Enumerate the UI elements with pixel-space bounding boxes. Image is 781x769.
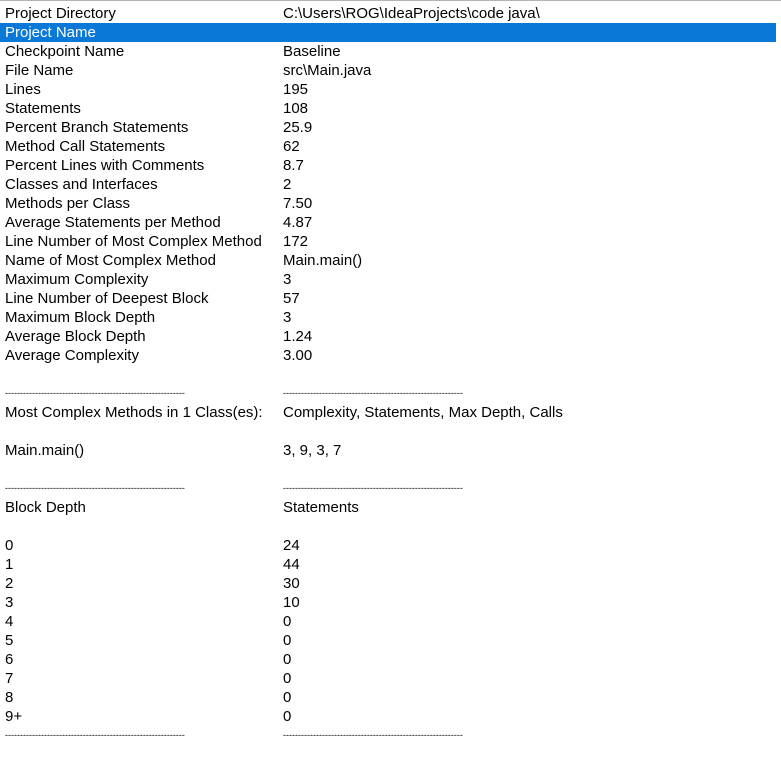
row-value: 3 (283, 309, 292, 326)
list-row[interactable] (0, 232, 776, 251)
list-row[interactable] (0, 574, 776, 593)
list-row[interactable] (0, 498, 776, 517)
row-value: 4.87 (283, 214, 313, 231)
row-value: 0 (283, 632, 292, 649)
list-row[interactable] (0, 99, 776, 118)
separator-line: ------------------------------------------------------------ (5, 388, 185, 398)
row-label: Classes and Interfaces (5, 176, 158, 193)
list-row[interactable] (0, 707, 776, 726)
list-row[interactable] (0, 479, 776, 498)
separator-line: ------------------------------------------------------------ (5, 730, 185, 740)
row-label: 5 (5, 632, 14, 649)
row-value: 62 (283, 138, 300, 155)
list-row[interactable] (0, 346, 776, 365)
list-row[interactable] (0, 422, 776, 441)
row-label: 2 (5, 575, 14, 592)
row-value: Baseline (283, 43, 341, 60)
list-row[interactable] (0, 327, 776, 346)
row-value: 10 (283, 594, 300, 611)
row-label: 1 (5, 556, 14, 573)
list-row[interactable] (0, 118, 776, 137)
row-value: 44 (283, 556, 300, 573)
row-label: Statements (5, 100, 81, 117)
row-label: Method Call Statements (5, 138, 166, 155)
row-label: Maximum Complexity (5, 271, 149, 288)
row-label: 4 (5, 613, 14, 630)
list-row[interactable] (0, 403, 776, 422)
row-value: Main.main() (283, 252, 363, 269)
list-top-border (0, 0, 781, 1)
row-value: 195 (283, 81, 309, 98)
list-row[interactable] (0, 194, 776, 213)
row-value: 7.50 (283, 195, 313, 212)
list-row[interactable] (0, 688, 776, 707)
row-label: Most Complex Methods in 1 Class(es): (5, 404, 263, 421)
list-row[interactable] (0, 289, 776, 308)
row-value: 1.24 (283, 328, 313, 345)
list-row[interactable] (0, 42, 776, 61)
row-value: 3, 9, 3, 7 (283, 442, 342, 459)
list-row[interactable] (0, 555, 776, 574)
list-row[interactable] (0, 365, 776, 384)
row-label: Block Depth (5, 499, 86, 516)
list-row[interactable] (0, 669, 776, 688)
row-label: File Name (5, 62, 74, 79)
list-row[interactable] (0, 80, 776, 99)
row-label: Maximum Block Depth (5, 309, 156, 326)
row-value: 8.7 (283, 157, 304, 174)
row-label: 0 (5, 537, 14, 554)
metrics-list[interactable] (0, 4, 776, 745)
separator-line: ------------------------------------------------------------ (5, 483, 185, 493)
row-label: Main.main() (5, 442, 85, 459)
separator-line: ------------------------------------------------------------ (283, 730, 463, 740)
list-row[interactable] (0, 612, 776, 631)
row-value: 30 (283, 575, 300, 592)
separator-line: ------------------------------------------------------------ (283, 388, 463, 398)
list-row[interactable] (0, 631, 776, 650)
row-value: 0 (283, 670, 292, 687)
list-row[interactable] (0, 726, 776, 745)
list-row-selected[interactable] (0, 23, 776, 42)
row-value: Complexity, Statements, Max Depth, Calls (283, 404, 563, 421)
row-label: Methods per Class (5, 195, 131, 212)
list-row[interactable] (0, 213, 776, 232)
row-label: Checkpoint Name (5, 43, 125, 60)
row-label: Average Block Depth (5, 328, 146, 345)
list-row[interactable] (0, 460, 776, 479)
row-label: 9+ (5, 708, 23, 725)
list-row[interactable] (0, 308, 776, 327)
row-label: 7 (5, 670, 14, 687)
list-row[interactable] (0, 156, 776, 175)
list-row[interactable] (0, 517, 776, 536)
row-label: Line Number of Deepest Block (5, 290, 209, 307)
list-row[interactable] (0, 4, 776, 23)
row-value: 57 (283, 290, 300, 307)
list-row[interactable] (0, 270, 776, 289)
list-row[interactable] (0, 441, 776, 460)
row-value: 108 (283, 100, 309, 117)
row-label: Project Directory (5, 5, 116, 22)
row-value: 25.9 (283, 119, 313, 136)
row-value: Statements (283, 499, 359, 516)
list-row[interactable] (0, 384, 776, 403)
row-label: Average Complexity (5, 347, 139, 364)
list-row[interactable] (0, 175, 776, 194)
row-value: 0 (283, 613, 292, 630)
row-label: 6 (5, 651, 14, 668)
separator-line: ------------------------------------------------------------ (283, 483, 463, 493)
row-value: 0 (283, 689, 292, 706)
list-row[interactable] (0, 593, 776, 612)
row-value: 3 (283, 271, 292, 288)
row-label: Lines (5, 81, 41, 98)
list-row[interactable] (0, 650, 776, 669)
row-value: 172 (283, 233, 309, 250)
list-row[interactable] (0, 536, 776, 555)
row-label: Percent Branch Statements (5, 119, 189, 136)
row-label: 8 (5, 689, 14, 706)
row-label: Project Name (5, 24, 96, 41)
row-label: Name of Most Complex Method (5, 252, 216, 269)
row-value: 2 (283, 176, 292, 193)
row-label: Percent Lines with Comments (5, 157, 205, 174)
row-value: C:\Users\ROG\IdeaProjects\code java\ (283, 5, 540, 22)
list-row[interactable] (0, 137, 776, 156)
row-label: Line Number of Most Complex Method (5, 233, 262, 250)
list-row[interactable] (0, 251, 776, 270)
row-label: Average Statements per Method (5, 214, 221, 231)
row-value: 0 (283, 708, 292, 725)
row-value: 0 (283, 651, 292, 668)
row-value: src\Main.java (283, 62, 372, 79)
row-value: 24 (283, 537, 300, 554)
row-value: 3.00 (283, 347, 313, 364)
row-label: 3 (5, 594, 14, 611)
list-row[interactable] (0, 61, 776, 80)
